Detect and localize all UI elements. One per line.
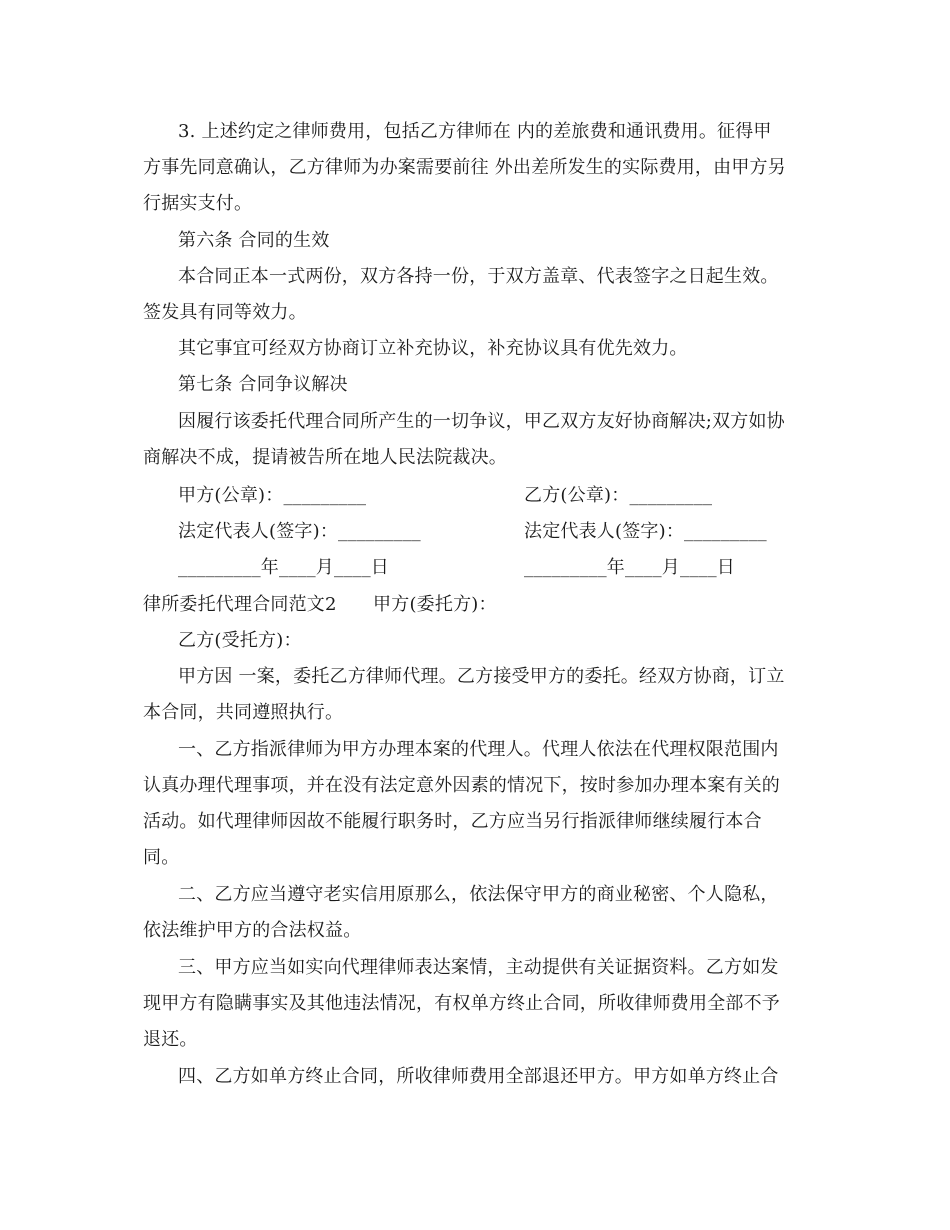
section-heading: 第六条 合同的生效	[178, 230, 330, 251]
paragraph-line: 因履行该委托代理合同所产生的一切争议，甲乙双方友好协商解决;双方如协	[178, 411, 785, 432]
document-title-line: 律所委托代理合同范文2 甲方(委托方)：	[143, 594, 497, 615]
paragraph-line: 3. 上述约定之律师费用，包括乙方律师在 内的差旅费和通讯费用。征得甲	[178, 121, 772, 142]
paragraph-line: 乙方(受托方)：	[178, 630, 302, 651]
section-heading: 第七条 合同争议解决	[178, 374, 348, 395]
party-b-rep-field: 法定代表人(签字)：_________	[524, 521, 767, 542]
paragraph-line: 三、甲方应当如实向代理律师表达案情，主动提供有关证据资料。乙方如发	[178, 957, 779, 978]
paragraph-line: 签发具有同等效力。	[143, 302, 307, 323]
paragraph-line: 行据实支付。	[143, 193, 253, 214]
paragraph-line: 一、乙方指派律师为甲方办理本案的代理人。代理人依法在代理权限范围内	[178, 739, 779, 760]
party-a-date-field: _________年____月____日	[178, 557, 389, 578]
paragraph-line: 活动。如代理律师因故不能履行职务时，乙方应当另行指派律师继续履行本合	[143, 811, 762, 832]
party-b-date-field: _________年____月____日	[524, 557, 735, 578]
paragraph-line: 本合同正本一式两份，双方各持一份，于双方盖章、代表签字之日起生效。	[178, 266, 779, 287]
paragraph-line: 本合同，共同遵照执行。	[143, 702, 344, 723]
paragraph-line: 四、乙方如单方终止合同，所收律师费用全部退还甲方。甲方如单方终止合	[178, 1066, 779, 1087]
paragraph-line: 方事先同意确认，乙方律师为办案需要前往 外出差所发生的实际费用，由甲方另	[143, 157, 786, 178]
paragraph-line: 认真办理代理事项，并在没有法定意外因素的情况下，按时参加办理本案有关的	[143, 775, 780, 796]
paragraph-line: 同。	[143, 847, 180, 868]
party-a-seal-field: 甲方(公章)：_________	[178, 485, 367, 506]
paragraph-line: 现甲方有隐瞒事实及其他违法情况，有权单方终止合同，所收律师费用全部不予	[143, 993, 780, 1014]
party-b-seal-field: 乙方(公章)：_________	[524, 485, 713, 506]
paragraph-line: 甲方因 一案，委托乙方律师代理。乙方接受甲方的委托。经双方协商，订立	[178, 666, 785, 687]
paragraph-line: 退还。	[143, 1029, 198, 1050]
paragraph-line: 商解决不成，提请被告所在地人民法院裁决。	[143, 447, 507, 468]
paragraph-line: 其它事宜可经双方协商订立补充协议，补充协议具有优先效力。	[178, 338, 688, 359]
party-a-rep-field: 法定代表人(签字)：_________	[178, 521, 421, 542]
paragraph-line: 二、乙方应当遵守老实信用原那么，依法保守甲方的商业秘密、个人隐私，	[178, 884, 779, 905]
paragraph-line: 依法维护甲方的合法权益。	[143, 920, 362, 941]
